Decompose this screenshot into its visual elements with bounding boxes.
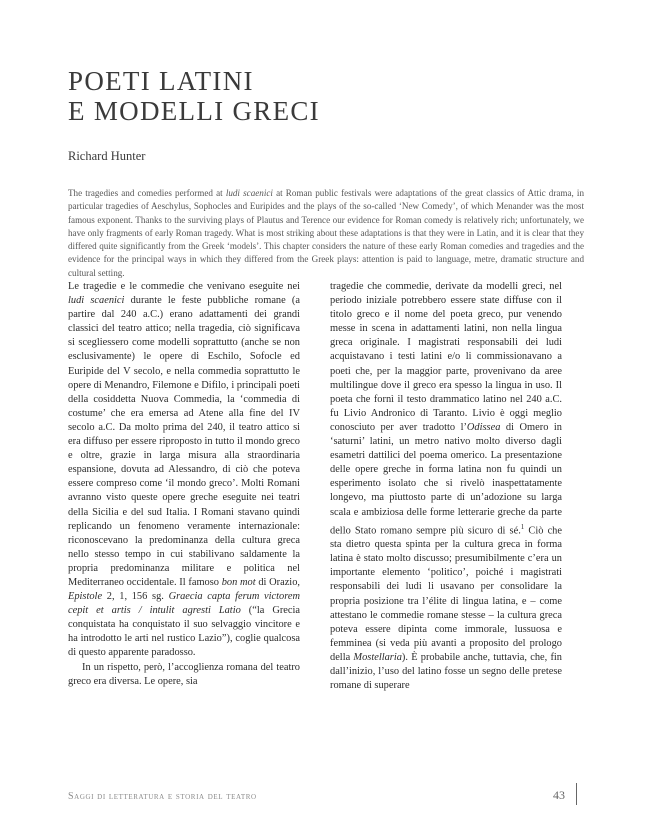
body-text: durante le feste pubbliche romane (a partire dal 240 a.C.) erano adattamenti dei grandi classici del teatro attico; nella tragedia, ciò significava si scegliessero come modelli soprattutto (anche se non esclusivamente) le opere di Eschilo, Sofocle ed Euripide del V secolo, e nella commedia soprattutto le opere di Menandro, Filemone e Difilo, i principali poeti della cosiddetta Nuova Commedia, la ‘commedia di costume’ che era emersa ad Atene alla fine del IV secolo a.C. Da molto prima del 240, il teatro attico si era diffuso per essere riproposto in tutto il mondo greco e oltre, grazie in larga misura alla straordinaria espansione, dovuta ad Alessandro, di ciò che poteva essere compreso come ‘il mondo greco’. Molti Romani avranno visto queste opere greche eseguite nei teatri della Sicilia e del sud Italia. I Romani stavano quindi replicando un fenomeno veramente internazionale: riconoscevano la predominanza della cultura greca nello stesso tempo in cui stabilivano saldamente la propria predominanza militare e politica nel Mediterraneo occidentale. Il famoso xyxy=(68,295,301,588)
body-text: di Omero in ‘saturni’ latini, un metro nativo molto diverso dagli esametri dattilici del poema omerico. La presentazione delle opere greche in forma latina non fu quindi un esperimento isolato che si rivelò inaspettatamente longevo, ma piuttosto parte di un’adozione su larga scala e ambiziosa delle forme letterarie greche da parte dello Stato romano sempre più sicuro di sé. xyxy=(330,421,562,537)
latin-quotation: Graecia capta ferum victorem cepit et artis / intulit agresti Latio xyxy=(68,591,300,617)
chapter-title-line-1: POETI LATINI xyxy=(68,66,254,96)
italic-term: ludi scaenici xyxy=(68,295,125,307)
page-number: 43 xyxy=(553,788,565,802)
body-text: di Orazio, xyxy=(255,576,300,588)
body-text: 2, 1, 156 sg. xyxy=(102,591,169,603)
page-number-rule xyxy=(576,783,577,805)
author-name: Richard Hunter xyxy=(68,149,146,163)
italic-term: bon mot xyxy=(221,576,256,588)
body-text: (“la Grecia conquistata ha conquistato il suo selvaggio vincitore e ha introdotto le arti nel rustico Lazio”), coglie qualcosa di questo apparente paradosso. xyxy=(68,605,301,659)
body-text: tragedie che commedie, derivate da modelli greci, nel periodo iniziale potrebbero essere state diffuse con il titolo greco e il nome del poeta greco, pur venendo messe in scena in adattamenti latini, non nella lingua greca originale. I magistrati responsabili dei ludi acquistavano i testi latini e/o li commissionavano a poeti che, per la maggior parte, provenivano da aree multilingue dove il greco era spesso la lingua in uso. Il poeta che fornì il testo drammatico latino nel 240 a.C. fu Livio Andronico di Taranto. Livio è oggi meglio conosciuto per aver tradotto l’ xyxy=(330,281,562,433)
body-text: Ciò che sta dietro questa spinta per la cultura greca in forma latina è stato molto discusso; presumibilmente c’era un importante elemento ‘politico’, poiché i magistrati responsabili dei ludi li usavano per consolidare la propria posizione tra l’élite di lingua latina, e – come attestano le commedie romane stesse – la cultura greca poteva essere dipinta come immorale, lussuosa e femminea (si veda più avanti a proposito del prologo della xyxy=(330,525,562,663)
footnote-marker[interactable]: 1 xyxy=(520,522,525,531)
english-abstract xyxy=(68,187,584,280)
italic-term: Mostellaria xyxy=(353,651,402,663)
chapter-title-line-2: E MODELLI GRECI xyxy=(68,96,320,126)
body-paragraph: In un rispetto, però, l’accoglienza romana del teatro greco era diversa. Le opere, sia xyxy=(68,661,300,687)
body-text: Le tragedie e le commedie che venivano eseguite nei xyxy=(68,281,300,292)
body-paragraph xyxy=(68,280,300,661)
body-text: ). È probabile anche, tuttavia, che, fin dall’inizio, l’uso del latino fosse un segno delle pretese romane di superare xyxy=(330,651,563,692)
italic-term: Odissea xyxy=(466,421,501,433)
body-column-right xyxy=(330,280,562,693)
abstract-text: at Roman public festivals were adaptations of the great classics of Attic drama, in particular tragedies of Aeschylus, Sophocles and Euripides and the plays of the so-called ‘New Comedy’, of which Menander was the most famous exponent. Thanks to the surviving plays of Plautus and Terence our evidence for Roman comedy is relatively rich; unfortunately, we have only fragments of early Roman tragedy. What is most striking about these adaptations is that they were in Latin, and it is clear that they differed quite significantly from the Greek ‘models’. This chapter considers the nature of these early Roman comedies and tragedies and the evidence for the principal ways in which they differed from the Greek plays: attention is paid to language, metre, dramatic structure and cultural setting. xyxy=(68,188,585,278)
body-paragraph xyxy=(330,280,562,693)
chapter-title xyxy=(68,66,320,126)
italic-term: Epistole xyxy=(68,591,103,603)
abstract-italic-term: ludi scaenici xyxy=(225,188,273,198)
running-footer-title: Saggi di letteratura e storia del teatro xyxy=(68,791,257,802)
body-column-left xyxy=(68,280,300,689)
abstract-text: The tragedies and comedies performed at xyxy=(68,188,226,198)
